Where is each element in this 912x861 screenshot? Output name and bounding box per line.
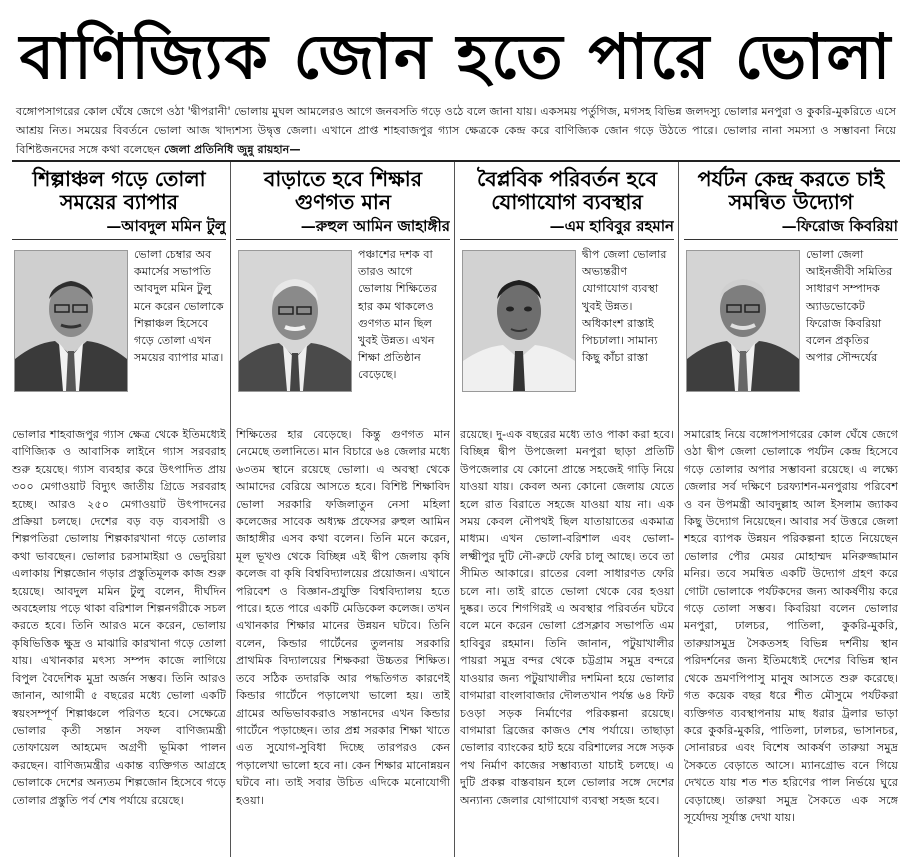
column-author: —এম হাবিবুর রহমান — [549, 217, 674, 235]
column-education — [236, 162, 450, 861]
photo-side-text: ভোলা চেম্বার অব কমার্সের সভাপতি আবদুল মমিন টুলু মনে করেন ভোলাকে শিল্পাঞ্চল হিসেবে গড়ে তোলা এখন সময়ের ব্যাপার মাত্র। — [134, 248, 224, 365]
portrait-photo — [238, 250, 352, 392]
intro-text: বঙ্গোপসাগরের কোল ঘেঁষে জেগে ওঠা 'দ্বীপরানী' ভোলায় মুঘল আমলেরও আগে জনবসতি গড়ে ওঠে বলে জানা যায়। একসময় পর্তুগিজ, মগসহ বিভিন্ন জলদস্যু ভোলার মনপুরা ও কুকরি-মুকরিতে এসে আশ্রয় নিত। সময়ের বিবর্তনে ভোলা আজ খাদ্যশস্য উদ্বৃত্ত জেলা। এখানে প্রাপ্ত শাহবাজপুর গ্যাস ক্ষেত্রকে কেন্দ্র করে বাণিজ্যিক জোন গড়ে উঠতে পারে। ভোলার নানা সমস্যা ও সম্ভাবনা নিয়ে বিশিষ্টজনদের সঙ্গে কথা বলেছেন — [16, 105, 896, 156]
portrait-image — [463, 251, 575, 391]
column-transport — [460, 162, 674, 861]
column-divider — [230, 162, 231, 857]
column-body: সমারোহ নিয়ে বঙ্গোপসাগরের কোল ঘেঁষে জেগে ওঠা দ্বীপ জেলা ভোলাকে পর্যটন কেন্দ্র হিসেবে গড়ে তোলার অপার সম্ভাবনা রয়েছে। এ লক্ষ্যে জেলার সর্ব দক্ষিণে চরফ্যাশন-মনপুরায় পরিবেশ ও বন উপমন্ত্রী আবদুল্লাহ আল ইসলাম জ্যাকব কিছু উদ্যোগ নিয়েছেন। আবার সর্ব উত্তরে জেলা শহরে ব্যাপক উন্নয়ন পরিকল্পনা হাতে নিয়েছেন ভোলার পৌর মেয়র মোহাম্মদ মনিরুজ্জামান মনির। তবে সমন্বিত একটি উদ্যোগ গ্রহণ করে গোটা ভোলাকে পর্যটকদের জন্য আকর্ষণীয় করে গড়ে তোলা সম্ভব। কিবরিয়া বলেন ভোলার মনপুরা, ঢালচর, পাতিলা, কুকরি-মুকরি, তারুয়াসমুদ্র সৈকতসহ বিভিন্ন দর্শনীয় স্থান পরিদর্শনের জন্য ইতিমধ্যেই দেশের বিভিন্ন স্থান থেকে ভ্রমণপিপাসু মানুষ আসতে শুরু করেছে। গত কয়েক বছর ধরে শীত মৌসুমে পর্যটকরা ব্যক্তিগত ব্যবস্থাপনায় মাছ ধরার ট্রলার ভাড়া করে কুকরি-মুকরি, পাতিলা, ঢালচর, ভাসানচর, সোনারচর এবং বিশেষ আকর্ষণ তারুয়া সমুদ্র সৈকতে বেড়াতে আসে। ম্যানগ্রোভ বনে গিয়ে দেখতে যায় শত শত হরিণের পাল নির্ভয়ে ঘুরে বেড়াচ্ছে। তারুয়া সমুদ্র সৈকতে এক সঙ্গে সূর্যোদয় সূর্যাস্ত দেখা যায়। — [684, 428, 898, 824]
column-author: —আবদুল মমিন টুলু — [106, 217, 226, 235]
author-rule — [236, 239, 450, 240]
headline: বাণিজ্যিক জোন হতে পারে ভোলা — [19, 20, 893, 93]
portrait-photo — [686, 250, 800, 392]
column-body: রয়েছে। দু-এক বছরের মধ্যে তাও পাকা করা হবে। বিচ্ছিন্ন দ্বীপ উপজেলা মনপুরা ছাড়া প্রতিটি উপজেলার যে কোনো প্রান্তে সহজেই গাড়ি নিয়ে যাওয়া যায়। কেবল অন্য কোনো জেলায় যেতে হলে রাত বিরাতে সহজে যাওয়া যায় না। এক সময় কেবল নৌপথই ছিল যাতায়াতের একমাত্র মাধ্যম। এখন ভোলা-বরিশাল এবং ভোলা-লক্ষ্মীপুর দুটি নৌ-রুটে ফেরি চালু আছে। তবে তা সীমিত আকারে। রাতের বেলা সাধারণত ফেরি চলে না। তাই রাতে ভোলা থেকে বের হওয়া দুষ্কর। তবে শিগগিরই এ অবস্থার পরিবর্তন ঘটবে বলে মনে করেন ভোলা প্রেসক্লাব সভাপতি এম হাবিবুর রহমান। তিনি জানান, পটুয়াখালীর পায়রা সমুদ্র বন্দর থেকে চট্টগ্রাম সমুদ্র বন্দরে যাওয়ার জন্য পটুয়াখালীর দশমিনা হয়ে ভোলার বাগমারা বাংলাবাজার দৌলতখান পর্যন্ত ৬৪ ফিট চওড়া সড়ক নির্মাণের পরিকল্পনা রয়েছে। বাগমারা ব্রিজের কাজও শেষ পর্যায়ে। তাছাড়া ভোলার ব্যাংকের হাট হয়ে বরিশালের সঙ্গে সড়ক পথ নির্মাণ কাজের সম্ভাব্যতা যাচাই চলছে। এ দুটি প্রকল্প বাস্তবায়ন হলে ভোলার সঙ্গে দেশের অন্যান্য জেলার যোগাযোগ ব্যবস্থা সহজ হবে। — [460, 428, 674, 807]
column-tourism — [684, 162, 898, 861]
portrait-image — [15, 251, 127, 391]
author-rule — [460, 239, 674, 240]
column-body: শিক্ষিতের হার বেড়েছে। কিন্তু গুণগত মান নেমেছে তলানিতে। মান বিচারে ৬৪ জেলার মধ্যে ৬৩তম স্থানে রয়েছে ভোলা। এ অবস্থা থেকে আমাদের বেরিয়ে আসতে হবে। বিশিষ্ট শিক্ষাবিদ ভোলা সরকারি ফজিলাতুন নেসা মহিলা কলেজের সাবেক অধ্যক্ষ প্রফেসর রুহুল আমিন জাহাঙ্গীর এসব কথা বলেন। তিনি মনে করেন, মূল ভূখণ্ড থেকে বিচ্ছিন্ন এই দ্বীপ জেলায় কৃষি কলেজ বা কৃষি বিশ্ববিদ্যালয়ের প্রয়োজন। এখানে পরিবেশ ও বিজ্ঞান-প্রযুক্তি বিশ্ববিদ্যালয় হতে পারে। হতে পারে একটি মেডিকেল কলেজ। তখন এখানকার শিক্ষার মানের উন্নয়ন ঘটবে। তিনি বলেন, কিন্ডার গার্টেনের তুলনায় সরকারি প্রাথমিক বিদ্যালয়ের শিক্ষকরা উচ্চতর শিক্ষিত। তবে সঠিক তদারকি আর পদ্ধতিগত কারণেই কিন্ডার গার্টেনে পড়ালেখা ভালো হয়। তাই গ্রামের অভিভাবকরাও সন্তানদের এখন কিন্ডার গার্টেনে পড়াচ্ছেন। তার প্রশ্ন সরকার শিক্ষা খাতে এত সুযোগ-সুবিধা দিচ্ছে তারপরও কেন পড়ালেখা ভালো হবে না। কেন শিক্ষার মানোন্নয়ন ঘটবে না। তাই সবার উচিত এদিকে মনোযোগী হওয়া। — [236, 428, 450, 807]
portrait-photo — [462, 250, 576, 392]
intro-paragraph — [16, 102, 896, 159]
photo-side-text: ভোলা জেলা আইনজীবী সমিতির সাধারণ সম্পাদক অ্যাডভোকেট ফিরোজ কিবরিয়া বলেন প্রকৃতির অপার সৌন্দর্যের — [806, 248, 893, 365]
column-industry — [12, 162, 226, 861]
column-author: —রুহুল আমিন জাহাঙ্গীর — [300, 217, 450, 235]
column-title: শিল্পাঞ্চল গড়ে তোলা সময়ের ব্যাপার — [32, 167, 206, 214]
column-title: বৈপ্লবিক পরিবর্তন হবে যোগাযোগ ব্যবস্থার — [476, 167, 658, 214]
author-rule — [12, 239, 226, 240]
photo-side-text: দ্বীপ জেলা ভোলার অভ্যন্তরীণ যোগাযোগ ব্যবস্থা খুবই উন্নত। অধিকাংশ রাস্তাই পিচঢালা। সামান্য কিছু কাঁচা রাস্তা — [582, 248, 667, 365]
column-divider — [678, 162, 679, 857]
column-title: পর্যটন কেন্দ্র করতে চাই সমন্বিত উদ্যোগ — [697, 167, 885, 214]
column-divider — [454, 162, 455, 857]
portrait-image — [239, 251, 351, 391]
portrait-photo — [14, 250, 128, 392]
column-author: —ফিরোজ কিবরিয়া — [781, 217, 898, 235]
column-body: ভোলার শাহবাজপুর গ্যাস ক্ষেত্র থেকে ইতিমধ্যেই বাণিজ্যিক ও আবাসিক লাইনে গ্যাস সরবরাহ শুরু হয়েছে। গ্যাস ব্যবহার করে উৎপাদিত প্রায় ৩০০ মেগাওয়াট বিদ্যুৎ জাতীয় গ্রিডে সরবরাহ হচ্ছে। আরও ২৫০ মেগাওয়াট উৎপাদনের প্রক্রিয়া চলছে। দেশের বড় বড় ব্যবসায়ী ও শিল্পপতিরা ভোলায় শিল্পকারখানা গড়ে তোলার কথা ভাবছেন। ভোলার চরসামাইয়া ও ভেদুরিয়া এলাকায় শিল্পজোন গড়ার প্রস্তুতিমূলক কাজ শুরু হয়েছে। আবদুল মমিন টুলু বলেন, দীর্ঘদিন অবহেলায় পড়ে থাকা বরিশাল শিল্পনগরীকে সচল করতে হবে। তিনি আরও মনে করেন, ভোলায় কৃষিভিত্তিক ক্ষুদ্র ও মাঝারি কারখানা গড়ে তোলা যায়। এখানকার মৎস্য সম্পদ কাজে লাগিয়ে বিপুল বৈদেশিক মুদ্রা অর্জন সম্ভব। তিনি আরও জানান, আগামী ৫ বছরের মধ্যে ভোলা একটি স্বয়ংসম্পূর্ণ শিল্পাঞ্চলে পরিণত হবে। সেক্ষেত্রে ভোলার কৃতী সন্তান সফল বাণিজ্যমন্ত্রী তোফায়েল আহমেদ অগ্রণী ভূমিকা পালন করছেন। বাণিজ্যমন্ত্রীর একান্ত ব্যক্তিগত আগ্রহে ভোলাকে দেশের অন্যতম শিল্পজোন হিসেবে গড়ে তোলার প্রস্তুতি পর্ব শেষ পর্যায়ে রয়েছে। — [12, 428, 226, 807]
photo-side-text: পঞ্চাশের দশক বা তারও আগে ভোলায় শিক্ষিতের হার কম থাকলেও গুণগত মান ছিল খুবই উন্নত। এখন শিক্ষা প্রতিষ্ঠান বেড়েছে। — [358, 248, 437, 382]
column-title: বাড়াতে হবে শিক্ষার গুণগত মান — [263, 167, 423, 214]
intro-byline: জেলা প্রতিনিধি জুন্নু রায়হান— — [164, 143, 301, 156]
portrait-image — [687, 251, 799, 391]
author-rule — [684, 239, 898, 240]
